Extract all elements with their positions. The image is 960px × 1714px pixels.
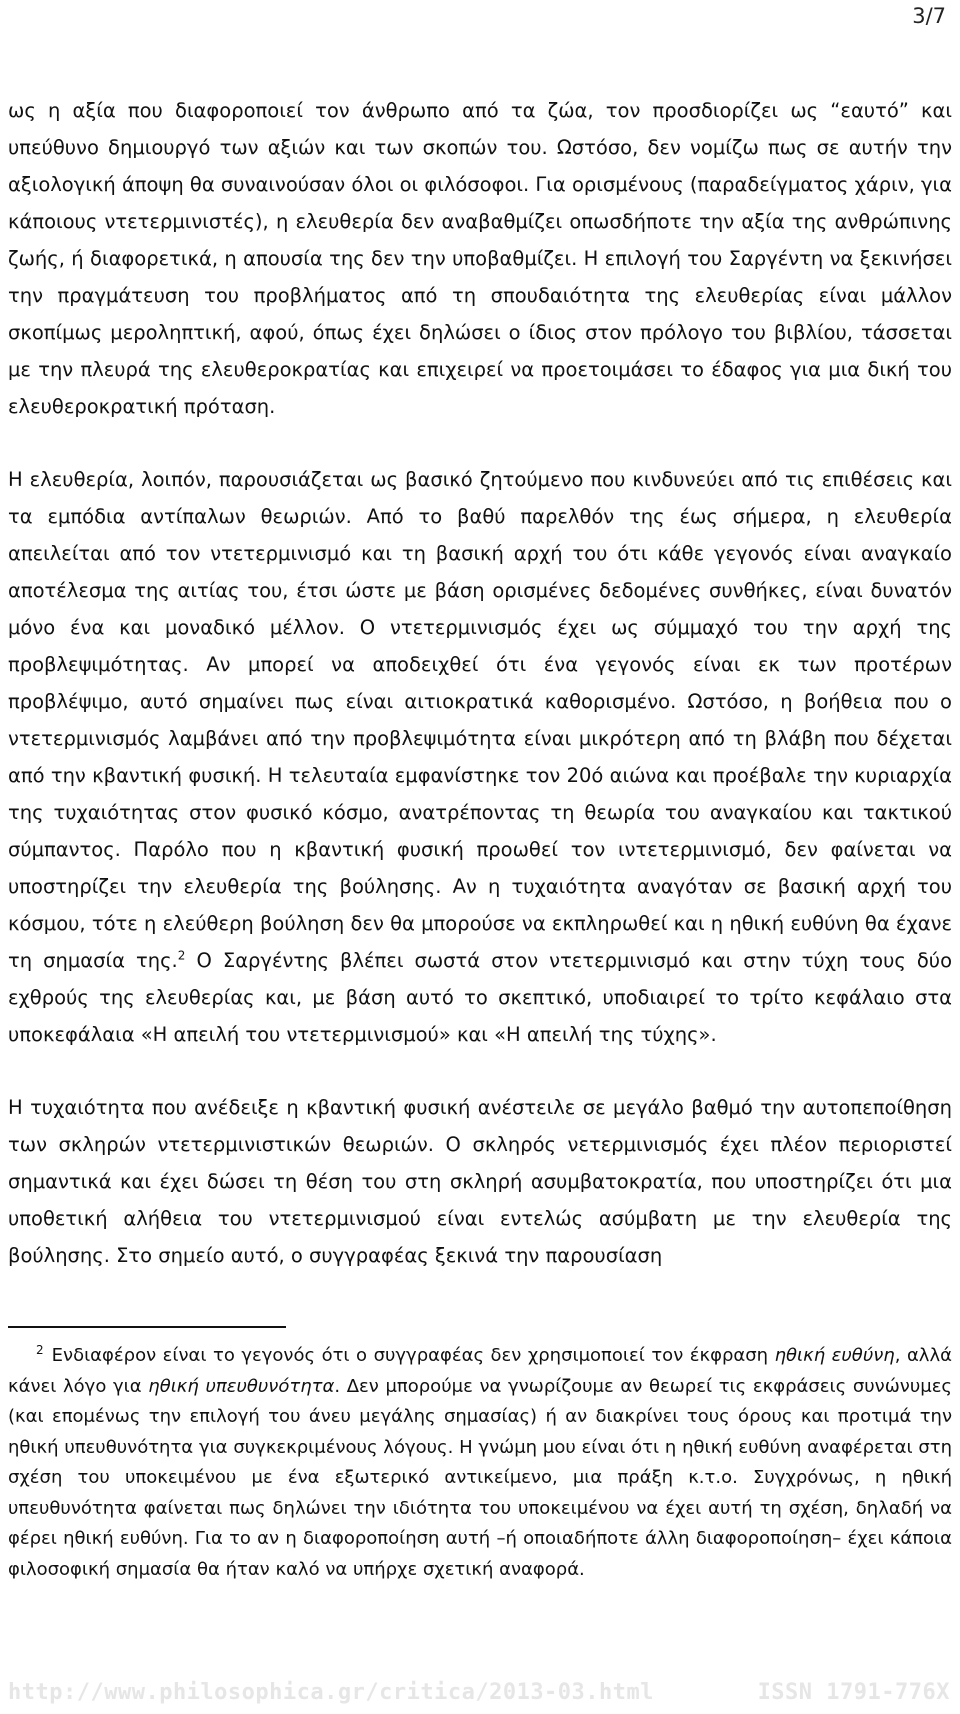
footnote-2: [8, 1341, 952, 1585]
page-number: 3/7: [912, 4, 946, 28]
page-footer: [8, 1680, 950, 1705]
footnotes: [8, 1341, 952, 1585]
paragraph-2-part-1: Η ελευθερία, λοιπόν, παρουσιάζεται ως βασικό ζητούμενο που κινδυνεύει από τις επιθέσεις και τα εμπόδια αντίπαλων θεωριών. Από το βαθύ παρελθόν της έως σήμερα, η ελευθερία απειλείται από τον ντετερμινισμό και τη βασική αρχή του ότι κάθε γεγονός είναι αναγκαίο αποτέλεσμα της αιτίας του, έτσι ώστε με βάση ορισμένες δεδομένες συνθήκες, είναι δυνατόν μόνο ένα και μοναδικό μέλλον. Ο ντετερμινισμός έχει ως σύμμαχό του την αρχή της προβλεψιμότητας. Αν μπορεί να αποδειχθεί ότι ένα γεγονός είναι εκ των προτέρων προβλέψιμο, αυτό σημαίνει πως είναι αιτιοκρατικά καθορισμένο. Ωστόσο, η βοήθεια που ο ντετερμινισμός λαμβάνει από την προβλεψιμότητα είναι μικρότερη από τη βλάβη που δέχεται από την κβαντική φυσική. Η τελευταία εμφανίστηκε τον 20ό αιώνα και προέβαλε την κυριαρχία της τυχαιότητας στον φυσικό κόσμο, ανατρέποντας τη θεωρία του αναγκαίου και τακτικού σύμπαντος. Παρόλο που η κβαντική φυσική προωθεί τον ιντετερμινισμό, δεν φαίνεται να υποστηρίζει την ελευθερία της βούλησης. Αν η τυχαιότητα αναγόταν σε βασική αρχή του κόσμου, τότε η ελεύθερη βούληση δεν θα μπορούσε να εκπληρωθεί και η ηθική ευθύνη θα έχανε τη σημασία της.: [8, 468, 952, 972]
footnote-reference[interactable]: 2: [177, 948, 186, 963]
footer-url[interactable]: http://www.philosophica.gr/critica/2013-03.html: [8, 1680, 655, 1705]
footnote-separator: [8, 1326, 286, 1328]
paragraph-2: [8, 461, 952, 1053]
footnote-italic-2: ηθική υπευθυνότητα: [148, 1375, 335, 1397]
footnote-text-1: Ενδιαφέρον είναι το γεγονός ότι ο συγγραφέας δεν χρησιμοποιεί τον έκφραση: [51, 1345, 775, 1366]
paragraph-1: ως η αξία που διαφοροποιεί τον άνθρωπο από τα ζώα, τον προσδιορίζει ως “εαυτό” και υπεύθυνο δημιουργό των αξιών και των σκοπών του. Ωστόσο, δεν νομίζω πως σε αυτήν την αξιολογική άποψη θα συναινούσαν όλοι οι φιλόσοφοι. Για ορισμένους (παραδείγματος χάριν, για κάποιους ντετερμινιστές), η ελευθερία δεν αναβαθμίζει οπωσδήποτε την αξία της ανθρώπινης ζωής, ή διαφορετικά, η απουσία της δεν την υποβαθμίζει. Η επιλογή του Σαργέντη να ξεκινήσει την πραγμάτευση του προβλήματος από τη σπουδαιότητα της ελευθερίας είναι μάλλον σκοπίμως μεροληπτική, αφού, όπως έχει δηλώσει ο ίδιος στον πρόλογο του βιβλίου, τάσσεται με την πλευρά της ελευθεροκρατίας και επιχειρεί να προετοιμάσει το έδαφος για μια δική του ελευθεροκρατική πρόταση.: [8, 99, 952, 418]
footer-issn: ISSN 1791-776X: [757, 1680, 950, 1705]
footnote-mark: 2: [36, 1343, 44, 1357]
footnote-italic-1: ηθική ευθύνη: [774, 1345, 895, 1366]
paragraph-2-part-2: Ο Σαργέντης βλέπει σωστά στον ντετερμινισμό και στην τύχη τους δύο εχθρούς της ελευθερίας και, με βάση αυτό το σκεπτικό, υποδιαιρεί το τρίτο κεφάλαιο στα υποκεφάλαια «Η απειλή του ντετερμινισμού» και «Η απειλή της τύχης».: [8, 949, 952, 1046]
footnote-text-3: . Δεν μπορούμε να γνωρίζουμε αν θεωρεί τις εκφράσεις συνώνυμες (και επομένως την επιλογή του άνευ μεγάλης σημασίας) ή αν διακρίνει τους όρους και προτιμά την ηθική υπευθυνότητα για συγκεκριμένους λόγους. Η γνώμη μου είναι ότι η ηθική ευθύνη αναφέρεται στη σχέση του υποκειμένου με ένα εξωτερικό αντικείμενο, μια πράξη κ.τ.ο. Συγχρόνως, η ηθική υπευθυνότητα φαίνεται πως δηλώνει την ιδιότητα του υποκειμένου να έχει αυτή τη σχέση, δηλαδή να φέρει ηθική ευθύνη. Για το αν η διαφοροποίηση αυτή –ή οποιαδήποτε άλλη διαφοροποίηση– έχει κάποια φιλοσοφική σημασία θα ήταν καλό να υπήρχε σχετική αναφορά.: [8, 1375, 952, 1580]
footnote-text-2: , αλλά κάνει λόγο για: [8, 1345, 952, 1397]
paragraph-3: Η τυχαιότητα που ανέδειξε η κβαντική φυσική ανέστειλε σε μεγάλο βαθμό την αυτοπεποίθηση των σκληρών ντετερμινιστικών θεωριών. Ο σκληρός νετερμινισμός έχει πλέον περιοριστεί σημαντικά και έχει δώσει τη θέση του στη σκληρή ασυμβατοκρατία, που υποστηρίζει ότι μια υποθετική αλήθεια του ντετερμινισμού είναι εντελώς ασύμβατη με την ελευθερία της βούλησης. Στο σημείο αυτό, ο συγγραφέας ξεκινά την παρουσίαση: [8, 1096, 952, 1267]
main-text: [8, 92, 952, 1274]
